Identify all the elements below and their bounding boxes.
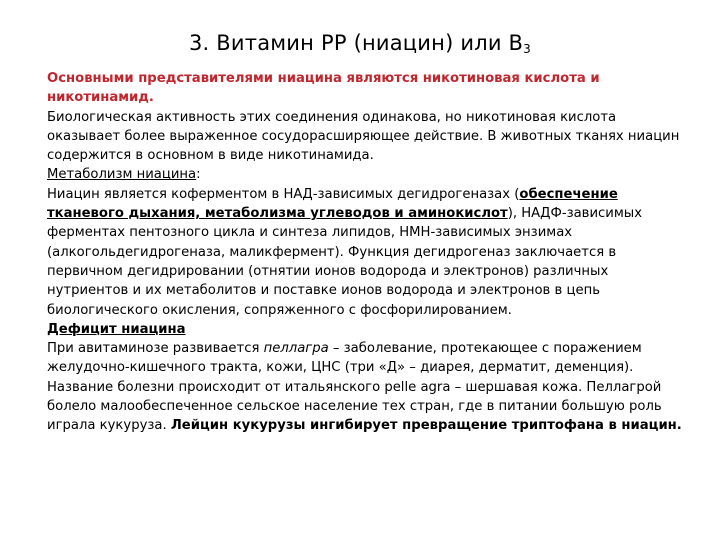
metabolism-heading: Метаболизм ниацина: [47, 167, 197, 183]
deficit-heading: Дефицит ниацина: [47, 321, 186, 337]
slide-body: [47, 69, 687, 436]
slide-title-text: 3. Витамин РР (ниацин) или В: [189, 31, 524, 55]
metabolism-paragraph: [47, 185, 687, 320]
slide-title: [0, 31, 720, 56]
pellagra-term: пеллагра: [263, 341, 329, 357]
metabolism-emphasis: обеспечение тканевого дыхания, метаболизма углеводов и аминокислот: [47, 186, 618, 222]
deficit-text-middle: – заболевание, протекающее с поражением желудочно-кишечного тракта, кожи, ЦНС (три «Д» – диарея, дерматит, деменция). Название болезни происходит от итальянского pelle agra – шершавая кожа. Пеллагрой болело малообеспеченное сельское население тех стран, где в питании большую роль играла кукуруза.: [47, 341, 662, 434]
activity-paragraph: Биологическая активность этих соединения одинакова, но никотиновая кислота оказывает более выраженное сосудорасширяющее действие. В животных тканях ниацин содержится в основном в виде никотинамида.: [47, 109, 680, 164]
slide-title-subscript: 3: [523, 42, 531, 56]
deficit-paragraph: [47, 339, 687, 435]
metabolism-heading-line: [47, 165, 687, 184]
deficit-text-start: При авитаминозе развивается: [47, 341, 264, 357]
metabolism-text-start: Ниацин является коферментом в НАД-зависимых дегидрогеназах (: [47, 186, 520, 202]
metabolism-text-end: ), НАДФ-зависимых ферментах пентозного цикла и синтеза липидов, НМН-зависимых энзимах (алкогольдегидрогеназа, маликфермент). Функция дегидрогеназ заключается в первичном дегидрировании (отнятии ионов водорода и электронов) различных нутриентов и их метаболитов и поставке ионов водорода и электронов в цепь биологического окисления, сопряженного с фосфорилированием.: [47, 206, 643, 318]
metabolism-heading-colon: :: [196, 167, 201, 183]
lead-paragraph: Основными представителями ниацина являются никотиновая кислота и никотинамид.: [47, 71, 600, 106]
leucin-conclusion: Лейцин кукурузы ингибирует превращение триптофана в ниацин.: [170, 418, 682, 434]
